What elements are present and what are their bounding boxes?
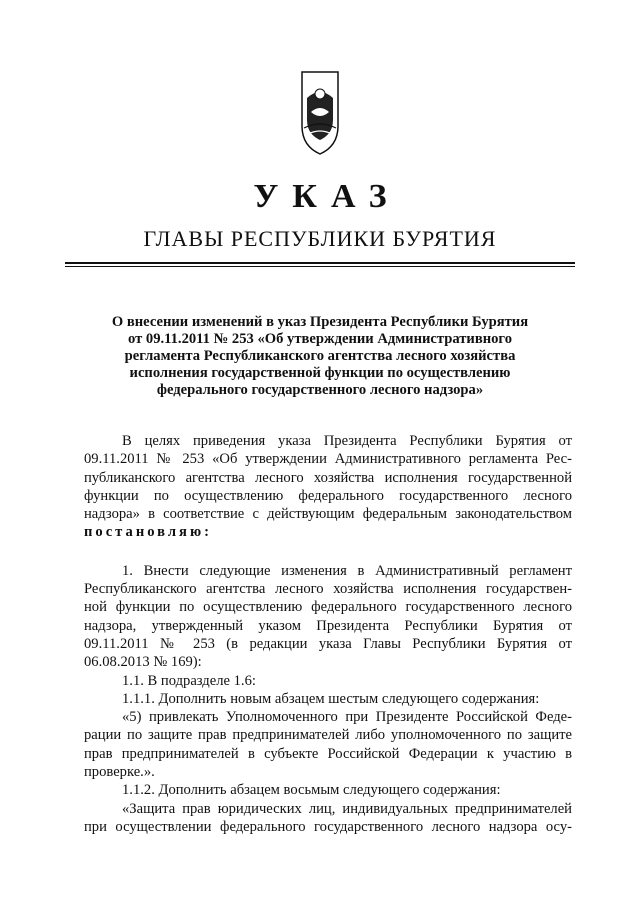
quote-5-line: проверке.». — [84, 764, 155, 781]
item-1-1-2: 1.1.2. Дополнить абзацем восьмым следующего содержания: — [122, 782, 501, 799]
item-1-line: Республиканского агентства лесного хозяйства исполнения государствен- — [84, 581, 572, 598]
quote-8-line: «Защита прав юридических лиц, индивидуальных предпринимателей — [122, 800, 572, 817]
item-1-1: 1.1. В подразделе 1.6: — [122, 672, 256, 689]
quote-8-line: при осуществлении федерального государственного лесного надзора осу- — [84, 818, 572, 835]
heading-line: регламента Республиканского агентства лесного хозяйства — [124, 348, 516, 364]
decree-heading — [80, 314, 560, 399]
header-divider-thick — [65, 262, 575, 264]
item-1-line: 1. Внести следующие изменения в Административный регламент — [122, 562, 572, 579]
heading-line: федерального государственного лесного надзора» — [156, 382, 484, 398]
document-title: УКАЗ — [253, 178, 401, 215]
item-1-line: надзора, утвержденный указом Президента Республики Бурятия от — [84, 617, 572, 634]
preamble-line: В целях приведения указа Президента Республики Бурятия от — [122, 433, 572, 449]
item-1-line: 06.08.2013 № 169): — [84, 654, 202, 671]
paragraph-gap — [84, 542, 572, 562]
heading-line: О внесении изменений в указ Президента Республики Бурятия — [111, 314, 529, 330]
item-1-line: 09.11.2011 № 253 (в редакции указа Главы Республики Бурятия от — [84, 635, 572, 652]
preamble-line: функции по осуществлению федерального государственного лесного — [84, 487, 572, 504]
preamble-line: публиканского агентства лесного хозяйства исполнения государственной — [84, 469, 572, 486]
header-divider-thin — [65, 266, 575, 267]
quote-5-line: «5) привлекать Уполномоченного при Президенте Российской Феде- — [122, 709, 572, 726]
quote-5-line: прав предпринимателей в субъекте Российской Федерации к участию в — [84, 745, 572, 762]
heading-line: исполнения государственной функции по осуществлению — [129, 365, 511, 381]
document-subtitle: ГЛАВЫ РЕСПУБЛИКИ БУРЯТИЯ — [143, 226, 497, 251]
decree-word: постановляю: — [84, 524, 212, 541]
item-1-line: ной функции по осуществлению федерального государственного лесного — [84, 599, 572, 616]
preamble-line: надзора» в соответствие с действующим федеральным законодательством — [84, 506, 572, 523]
preamble-line: 09.11.2011 № 253 «Об утверждении Административного регламента Рес- — [84, 451, 572, 468]
coat-of-arms-icon — [298, 68, 342, 158]
item-1-1-1: 1.1.1. Дополнить новым абзацем шестым следующего содержания: — [122, 690, 540, 707]
heading-line: от 09.11.2011 № 253 «Об утверждении Административного — [127, 331, 512, 347]
decree-body — [84, 432, 572, 836]
quote-5-line: рации по защите прав предпринимателей либо уполномоченного по защите — [84, 727, 572, 744]
